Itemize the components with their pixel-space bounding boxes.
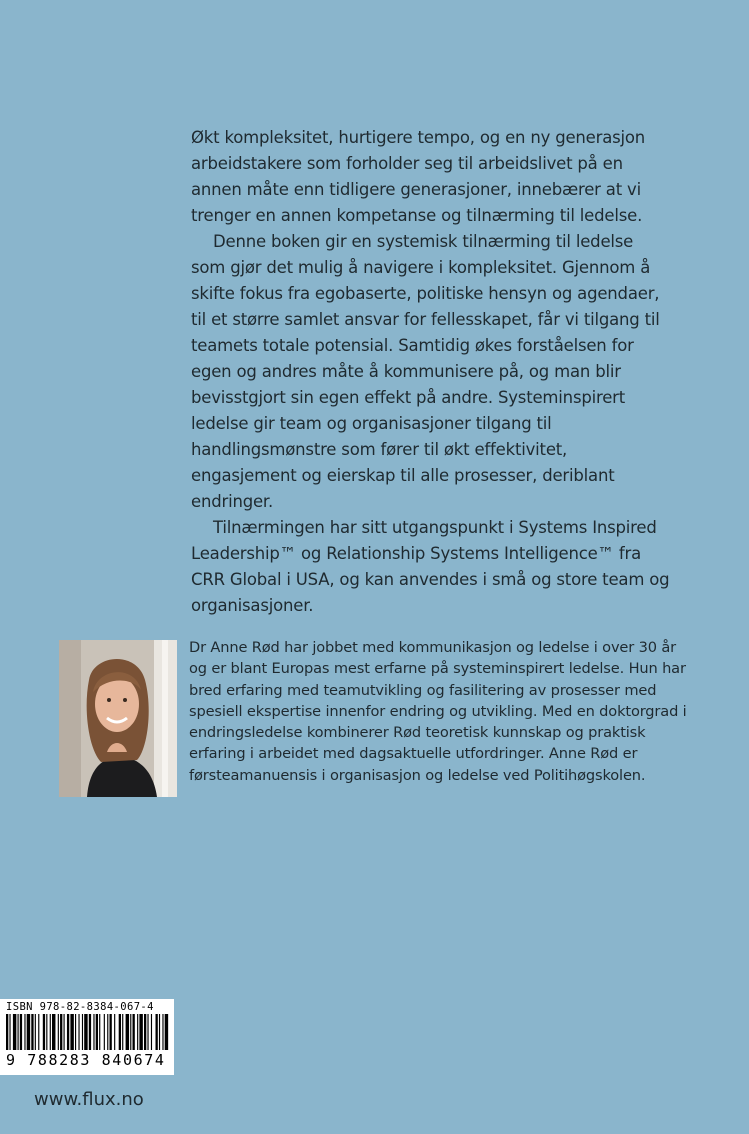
barcode-bar [78,1014,79,1050]
barcode-bar [133,1014,135,1050]
blurb-paragraph-2: Denne boken gir en systemisk tilnærming til ledelse som gjør det mulig å navigere i kompleksitet. Gjennom å skifte fokus fra egobaserte, politiske hensyn og agendaer, til et større samlet ansvar for fellesskapet, får vi tilgang til teamets totale potensial. Samtidig økes forståelsen for egen og andres måte å kommunisere på, og man blir bevisstgjort sin egen effekt på andre. Systeminspirert ledelse gir team og organisasjoner tilgang til handlingsmønstre som fører til økt effektivitet, engasjement og eierskap til alle prosesser, deriblant endringer. [191,232,660,511]
author-portrait-illustration [59,640,177,797]
barcode-bar [58,1014,59,1050]
barcode-bar [107,1014,108,1050]
barcode-bar [60,1014,62,1050]
barcode-bar [130,1014,131,1050]
barcode-bar [43,1014,45,1050]
barcode-bar [52,1014,55,1050]
barcode-bar [119,1014,121,1050]
barcode-bar [99,1014,100,1050]
barcode-bar [64,1014,65,1050]
publisher-website: www.flux.no [34,1089,144,1110]
barcode-bar [20,1014,22,1050]
barcode-bar [137,1014,138,1050]
barcode-bar [126,1014,129,1050]
barcode-bar [93,1014,94,1050]
barcode-bar [89,1014,91,1050]
barcode-bar [151,1014,152,1050]
barcode-bar [96,1014,98,1050]
author-photo [59,640,177,797]
barcode-bar [104,1014,105,1050]
barcode-bar [75,1014,76,1050]
barcode-bar [147,1014,148,1050]
author-bio-text: Dr Anne Rød har jobbet med kommunikasjon og ledelse i over 30 år og er blant Europas mest erfarne på systeminspirert ledelse. Hun har bred erfaring med teamutvikling og fasilitering av prosesser med spesiell ekspertise innenfor endring og utvikling. Med en doktorgrad i endringsledelse kombinerer Rød teoretisk kunnskap og praktisk erfaring i arbeidet med dagsaktuelle utfordringer. Anne Rød er førsteamanuensis i organisasjon og ledelse ved Politihøgskolen. [189,639,687,784]
barcode-digits: 9 788283 840674 [6,1051,166,1069]
barcode-bar [18,1014,19,1050]
isbn-label: ISBN 978-82-8384-067-4 [6,1001,154,1013]
barcode-bar [31,1014,33,1050]
back-cover-blurb [191,125,671,619]
barcode-bar [84,1014,87,1050]
isbn-barcode [0,999,174,1075]
barcode-bar [9,1014,10,1050]
blurb-paragraph-1: Økt kompleksitet, hurtigere tempo, og en ny generasjon arbeidstakere som forholder seg til arbeidslivet på en annen måte enn tidligere generasjoner, innebærer at vi trenger en annen kompetanse og tilnærming til ledelse. [191,128,646,225]
barcode-bar [165,1014,168,1050]
barcode-bar [35,1014,36,1050]
barcode-bar [139,1014,142,1050]
barcode-bar [27,1014,30,1050]
barcode-bar [50,1014,51,1050]
barcode-bar [13,1014,16,1050]
barcode-bar [110,1014,112,1050]
barcode-bars [4,1014,170,1052]
barcode-bar [46,1014,47,1050]
blurb-paragraph-3: Tilnærmingen har sitt utgangspunkt i Systems Inspired Leadership™ og Relationship Systems Intelligence™ fra CRR Global i USA, og kan anvendes i små og store team og organisasjoner. [191,518,670,615]
barcode-bar [82,1014,83,1050]
barcode-bar [162,1014,163,1050]
barcode-bar [159,1014,160,1050]
barcode-bar [24,1014,25,1050]
barcode-bar [122,1014,123,1050]
barcode-bar [67,1014,69,1050]
barcode-bar [38,1014,39,1050]
barcode-bar [70,1014,73,1050]
barcode-bar [114,1014,115,1050]
barcode-bar [144,1014,146,1050]
author-bio [189,637,689,786]
barcode-bar [6,1014,8,1050]
barcode-bar [156,1014,158,1050]
